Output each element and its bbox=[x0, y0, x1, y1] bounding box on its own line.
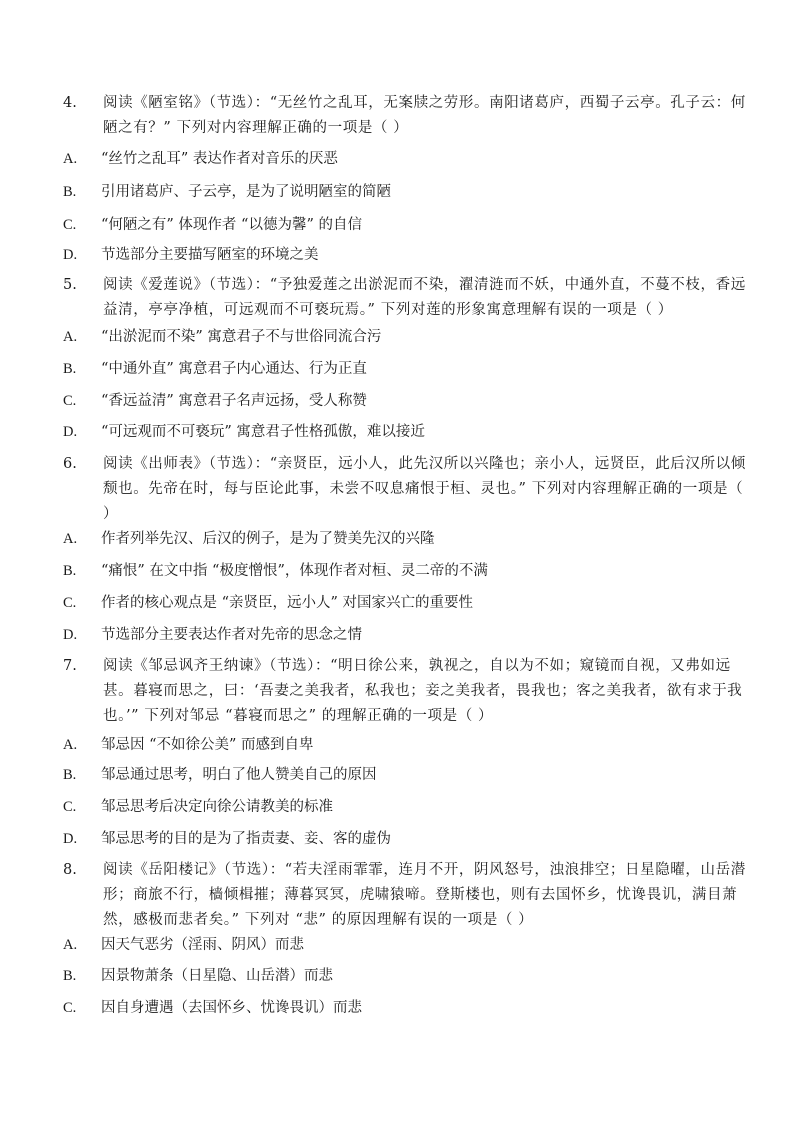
question-stem: 阅读《陋室铭》（节选）：“无丝竹之乱耳，无案牍之劳形。南阳诸葛庐，西蜀子云亭。孔子云：何陋之有？” 下列对内容理解正确的一项是（ ） bbox=[103, 95, 746, 136]
question-8 bbox=[63, 858, 753, 933]
option-4a: A. “丝竹之乱耳” 表达作者对音乐的厌恶 bbox=[63, 151, 338, 167]
option-8c: C. 因自身遭遇（去国怀乡、忧谗畏讥）而悲 bbox=[63, 1000, 362, 1016]
question-number: 5. bbox=[63, 277, 77, 293]
option-4b: B. 引用诸葛庐、子云亭，是为了说明陋室的简陋 bbox=[63, 184, 391, 200]
option-4c: C. “何陋之有” 体现作者 “以德为馨” 的自信 bbox=[63, 217, 362, 233]
option-7c: C. 邹忌思考后决定向徐公请教美的标准 bbox=[63, 799, 333, 815]
option-8a: A. 因天气恶劣（淫雨、阴风）而悲 bbox=[63, 937, 304, 953]
option-7a: A. 邹忌因 “不如徐公美” 而感到自卑 bbox=[63, 737, 314, 753]
option-6b: B. “痛恨” 在文中指 “极度憎恨”，体现作者对桓、灵二帝的不满 bbox=[63, 563, 488, 579]
question-7 bbox=[63, 654, 753, 729]
option-8b: B. 因景物萧条（日星隐、山岳潜）而悲 bbox=[63, 968, 333, 984]
question-5 bbox=[63, 273, 753, 323]
option-5d: D. “可远观而不可亵玩” 寓意君子性格孤傲，难以接近 bbox=[63, 424, 425, 440]
option-6a: A. 作者列举先汉、后汉的例子，是为了赞美先汉的兴隆 bbox=[63, 531, 435, 547]
question-number: 4. bbox=[63, 95, 77, 111]
question-number: 6. bbox=[63, 456, 77, 472]
question-4 bbox=[63, 91, 753, 141]
question-stem: 阅读《爱莲说》（节选）：“予独爱莲之出淤泥而不染，濯清涟而不妖，中通外直，不蔓不枝，香远益清，亭亭净植，可远观而不可亵玩焉。” 下列对莲的形象寓意理解有误的一项是（ ） bbox=[103, 277, 746, 318]
option-5a: A. “出淤泥而不染” 寓意君子不与世俗同流合污 bbox=[63, 329, 382, 345]
question-number: 7. bbox=[63, 658, 77, 674]
question-stem: 阅读《岳阳楼记》（节选）：“若夫淫雨霏霏，连月不开，阴风怒号，浊浪排空；日星隐曜，山岳潜形；商旅不行，樯倾楫摧；薄暮冥冥，虎啸猿啼。登斯楼也，则有去国怀乡，忧谗畏讥，满目萧然，感极而悲者矣。” 下列对 “悲” 的原因理解有误的一项是（ ） bbox=[103, 862, 746, 928]
option-5c: C. “香远益清” 寓意君子名声远扬，受人称赞 bbox=[63, 393, 367, 409]
option-7d: D. 邹忌思考的目的是为了指责妻、妾、客的虚伪 bbox=[63, 831, 391, 847]
option-7b: B. 邹忌通过思考，明白了他人赞美自己的原因 bbox=[63, 767, 377, 783]
option-6c: C. 作者的核心观点是 “亲贤臣，远小人” 对国家兴亡的重要性 bbox=[63, 595, 474, 611]
option-5b: B. “中通外直” 寓意君子内心通达、行为正直 bbox=[63, 361, 367, 377]
question-number: 8. bbox=[63, 862, 77, 878]
question-6 bbox=[63, 452, 753, 527]
question-stem: 阅读《出师表》（节选）：“亲贤臣，远小人，此先汉所以兴隆也；亲小人，远贤臣，此后汉所以倾颓也。先帝在时，每与臣论此事，未尝不叹息痛恨于桓、灵也。” 下列对内容理解正确的一项是（ ） bbox=[103, 456, 746, 522]
option-6d: D. 节选部分主要表达作者对先帝的思念之情 bbox=[63, 627, 362, 643]
option-4d: D. 节选部分主要描写陋室的环境之美 bbox=[63, 247, 319, 263]
question-stem: 阅读《邹忌讽齐王纳谏》（节选）：“明日徐公来，孰视之，自以为不如；窥镜而自视，又弗如远甚。暮寝而思之，曰：‘吾妻之美我者，私我也；妾之美我者，畏我也；客之美我者，欲有求于我也。’” 下列对邹忌 “暮寝而思之” 的理解正确的一项是（ ） bbox=[103, 658, 743, 724]
